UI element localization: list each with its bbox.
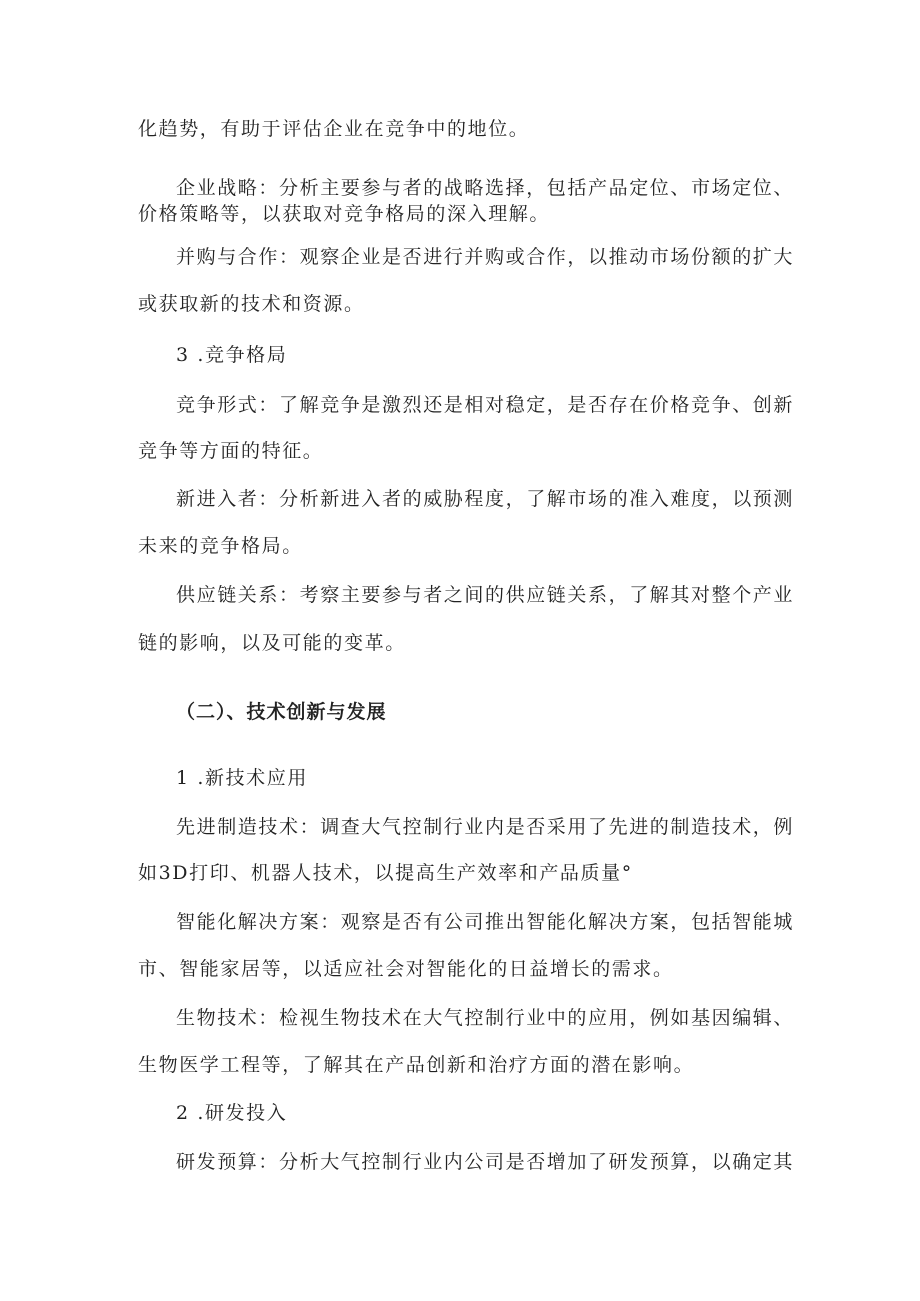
section-heading-new-tech: 1 .新技术应用 bbox=[176, 767, 308, 789]
text-line: 化趋势，有助于评估企业在竞争中的地位。 bbox=[138, 118, 530, 140]
section-heading-competition: 3 .竞争格局 bbox=[176, 344, 288, 366]
paragraph-rd-budget: 研发预算：分析大气控制行业内公司是否增加了研发预算，以确定其 bbox=[176, 1151, 795, 1173]
paragraph-advanced-manufacturing: 先进制造技术：调查大气控制行业内是否采用了先进的制造技术，例 bbox=[176, 816, 795, 838]
paragraph-biotech: 生物技术：检视生物技术在大气控制行业中的应用，例如基因编辑、 bbox=[176, 1007, 795, 1029]
text-line: 链的影响，以及可能的变革。 bbox=[138, 632, 406, 654]
paragraph-corporate-strategy: 企业战略：分析主要参与者的战略选择，包括产品定位、市场定位、 bbox=[176, 177, 795, 199]
paragraph-new-entrants: 新进入者：分析新进入者的威胁程度，了解市场的准入难度，以预测 bbox=[176, 488, 795, 510]
chapter-heading-tech-innovation: （二）、技术创新与发展 bbox=[176, 701, 387, 723]
text-line: 价格策略等，以获取对竞争格局的深入理解。 bbox=[138, 203, 551, 225]
paragraph-competition-form: 竞争形式：了解竞争是激烈还是相对稳定，是否存在价格竞争、创新 bbox=[176, 394, 795, 416]
text-line: 市、智能家居等，以适应社会对智能化的日益增长的需求。 bbox=[138, 958, 674, 980]
text-line: 如3D打印、机器人技术，以提高生产效率和产品质量° bbox=[138, 862, 633, 884]
text-line: 竞争等方面的特征。 bbox=[138, 440, 324, 462]
paragraph-mergers: 并购与合作：观察企业是否进行并购或合作，以推动市场份额的扩大 bbox=[176, 246, 795, 268]
paragraph-supply-chain: 供应链关系：考察主要参与者之间的供应链关系，了解其对整个产业 bbox=[176, 584, 795, 606]
section-heading-rd-investment: 2 .研发投入 bbox=[176, 1102, 288, 1124]
text-line: 生物医学工程等，了解其在产品创新和治疗方面的潜在影响。 bbox=[138, 1054, 695, 1076]
text-line: 未来的竞争格局。 bbox=[138, 535, 303, 557]
text-line: 或获取新的技术和资源。 bbox=[138, 293, 365, 315]
paragraph-smart-solutions: 智能化解决方案：观察是否有公司推出智能化解决方案，包括智能城 bbox=[176, 911, 795, 933]
